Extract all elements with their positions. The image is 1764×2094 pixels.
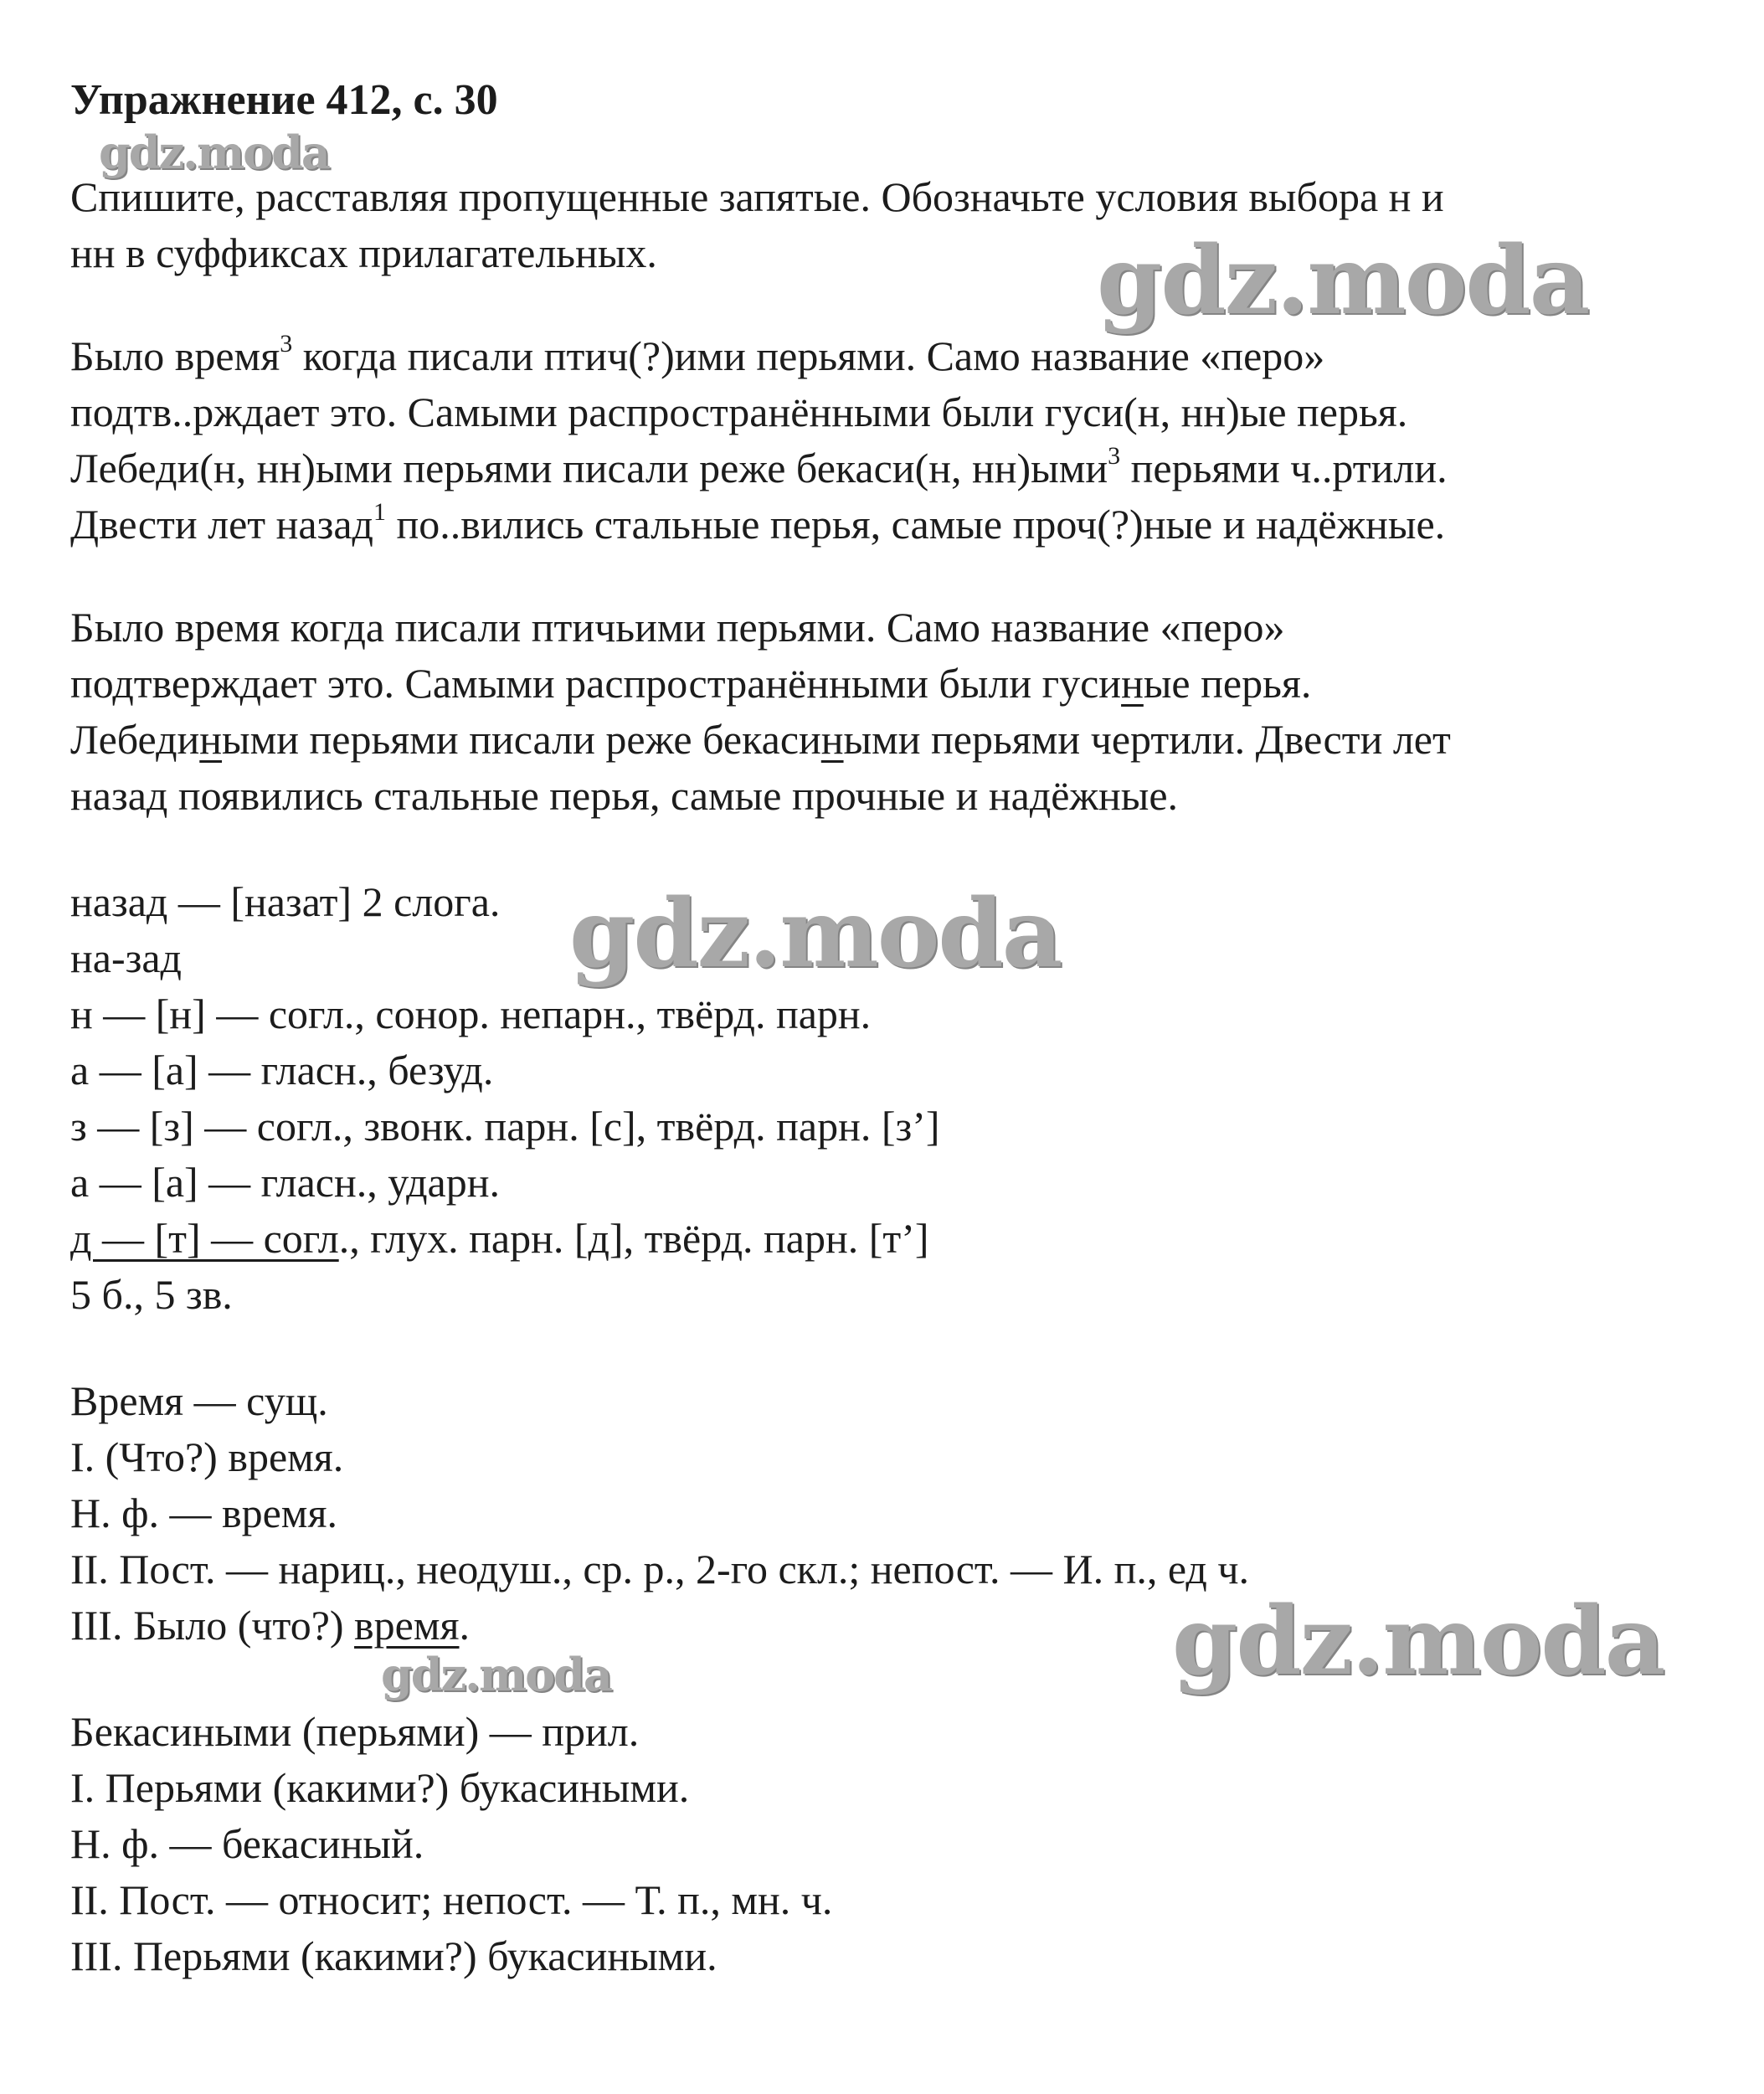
exercise-line: Двести лет назад$^1$ по..вились стальные перья, самые проч(?)ные и надёжные. bbox=[70, 498, 1446, 548]
morph-line: II. Пост. — относит; непост. — Т. п., мн. ч. bbox=[70, 1876, 833, 1923]
exercise-title: Упражнение 412, с. 30 bbox=[70, 76, 498, 124]
morph-line: Н. ф. — время. bbox=[70, 1489, 337, 1536]
underlined-phrase: д — [т] — согл bbox=[70, 1215, 339, 1262]
phonetic-line: н — [н] — согл., сонор. непарн., твёрд. парн. bbox=[70, 990, 872, 1037]
morphological-analysis-adjective bbox=[70, 1704, 1711, 1984]
morph-line: Бекасиными (перьями) — прил. bbox=[70, 1708, 640, 1755]
phonetic-line: д — [т] — согл., глух. парн. [д], твёрд. парн. [т’] bbox=[70, 1215, 929, 1262]
answer-line: Лебедиными перьями писали реже бекасиными перьями чертили. Двести лет bbox=[70, 716, 1451, 763]
answer-line: назад появились стальные перья, самые прочные и надёжные. bbox=[70, 772, 1179, 819]
underlined-letter: н bbox=[820, 716, 844, 763]
phonetic-line: з — [з] — согл., звонк. парн. [с], твёрд. парн. [з’] bbox=[70, 1103, 940, 1150]
phonetic-line: а — [а] — гласн., безуд. bbox=[70, 1047, 494, 1093]
phonetic-line: а — [а] — гласн., ударн. bbox=[70, 1159, 500, 1206]
footnote-mark: 3 bbox=[280, 330, 293, 358]
footnote-mark: 3 bbox=[1108, 442, 1121, 470]
morph-line: II. Пост. — нариц., неодуш., ср. р., 2-го скл.; непост. — И. п., ед ч. bbox=[70, 1546, 1250, 1592]
watermark: gdz.moda bbox=[1097, 226, 1589, 336]
answer-text bbox=[70, 599, 1711, 824]
footnote-mark: 1 bbox=[373, 498, 386, 526]
answer-line: подтверждает это. Самыми распространёнными были гусиные перья. bbox=[70, 660, 1312, 707]
phonetic-line: на-зад bbox=[70, 934, 182, 981]
watermark: gdz.moda bbox=[1172, 1587, 1664, 1696]
exercise-line: подтв..рждает это. Самыми распространёнными были гуси(н, нн)ые перья. bbox=[70, 388, 1408, 435]
task-line: нн в суффиксах прилагательных. bbox=[70, 229, 657, 276]
exercise-page bbox=[70, 75, 1711, 1984]
phonetic-line: 5 б., 5 зв. bbox=[70, 1271, 233, 1318]
morph-line: Н. ф. — бекасиный. bbox=[70, 1820, 424, 1867]
morph-line: I. Перьями (какими?) букасиными. bbox=[70, 1764, 690, 1811]
watermark: gdz.moda bbox=[99, 126, 329, 179]
watermark: gdz.moda bbox=[569, 879, 1062, 989]
exercise-line: Лебеди(н, нн)ыми перьями писали реже бекаси(н, нн)ыми$^3$ перьями ч..ртили. bbox=[70, 442, 1448, 491]
watermark: gdz.moda bbox=[381, 1648, 611, 1701]
morph-line: Время — сущ. bbox=[70, 1377, 328, 1424]
morph-line: III. Перьями (какими?) букасиными. bbox=[70, 1932, 717, 1979]
exercise-line: Было время$^3$ когда писали птич(?)ими перьями. Само название «перо» bbox=[70, 330, 1325, 379]
morph-line: I. (Что?) время. bbox=[70, 1433, 344, 1480]
answer-line: Было время когда писали птичьими перьями. Само название «перо» bbox=[70, 604, 1285, 651]
exercise-text bbox=[70, 328, 1711, 553]
morph-line: III. Было (что?) время. bbox=[70, 1602, 470, 1649]
underlined-letter: н bbox=[199, 716, 223, 763]
phonetic-line: назад — [назат] 2 слога. bbox=[70, 878, 501, 925]
task-line: Спишите, расставляя пропущенные запятые. Обозначьте условия выбора н и bbox=[70, 173, 1444, 220]
underlined-word: время bbox=[354, 1602, 460, 1649]
underlined-letter: н bbox=[1121, 660, 1144, 707]
